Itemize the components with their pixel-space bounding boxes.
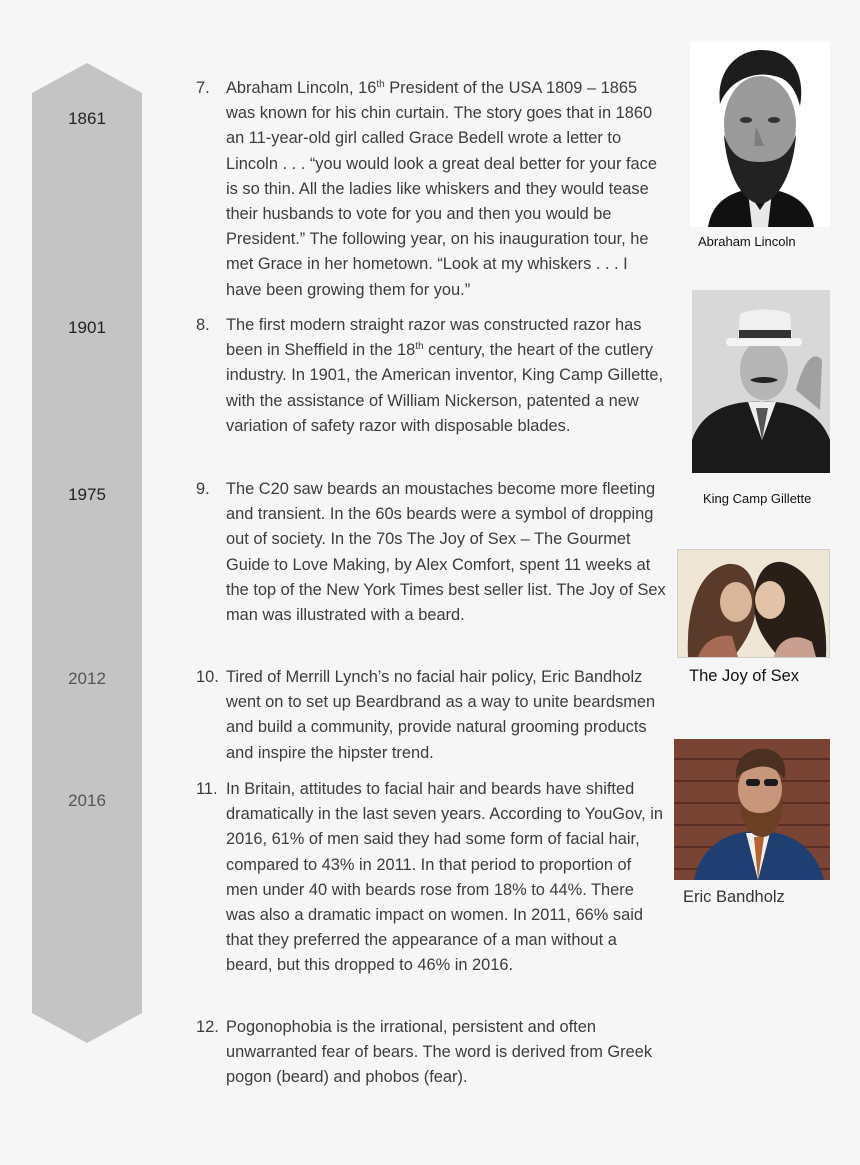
list-item-8 <box>196 313 666 439</box>
item-number: 9. <box>196 480 210 498</box>
photo-caption: Eric Bandholz <box>683 888 785 906</box>
item-text: Tired of Merrill Lynch’s no facial hair policy, Eric Bandholz went on to set up Beardbrand as a way to unite beardsmen and build a community, provide natural grooming products and inspire the hipster trend. <box>226 668 656 762</box>
king-camp-gillette-photo <box>692 290 830 473</box>
eric-bandholz-photo <box>674 739 830 880</box>
timeline-year-1901: 1901 <box>68 318 106 337</box>
list-item-10 <box>196 665 666 766</box>
item-text: Pogonophobia is the irrational, persistent and often unwarranted fear of bears. The word is derived from Greek pogon (beard) and phobos (fear). <box>226 1018 653 1087</box>
timeline-year-1975: 1975 <box>68 485 106 504</box>
list-item-7 <box>196 76 666 303</box>
item-text: In Britain, attitudes to facial hair and beards have shifted dramatically in the last seven years. According to YouGov, in 2016, 61% of men said they had some form of facial hair, compared to 43% in 2011. In that period to proportion of men under 40 with beards rose from 18% to 44%. There was also a dramatic impact on women. In 2011, 66% said that they preferred the appearance of a man without a beard, but this dropped to 46% in 2016. <box>226 780 664 975</box>
timeline-year-2012: 2012 <box>68 669 106 688</box>
list-item-12 <box>196 1015 666 1091</box>
timeline-year-2016: 2016 <box>68 791 106 810</box>
list-item-9 <box>196 477 666 628</box>
joy-of-sex-photo <box>677 549 830 658</box>
item-number: 11. <box>196 780 218 798</box>
list-item-11 <box>196 777 666 979</box>
abraham-lincoln-photo <box>690 42 830 227</box>
item-number: 12. <box>196 1018 219 1036</box>
item-text: The first modern straight razor was constructed razor has been in Sheffield in the 18th century, the heart of the cutlery industry. In 1901, the American inventor, King Camp Gillette, with the assistance of William Nickerson, patented a new variation of safety razor with disposable blades. <box>226 316 664 435</box>
photo-caption: King Camp Gillette <box>703 491 812 506</box>
timeline-arrow <box>32 63 142 1044</box>
timeline-year-1861: 1861 <box>68 109 106 128</box>
item-text: The C20 saw beards an moustaches become more fleeting and transient. In the 60s beards were a symbol of dropping out of society. In the 70s The Joy of Sex – The Gourmet Guide to Love Making, by Alex Comfort, spent 11 weeks at the top of the New York Times best seller list. The Joy of Sex man was illustrated with a beard. <box>226 480 666 625</box>
item-number: 10. <box>196 668 219 686</box>
photo-caption: The Joy of Sex <box>689 667 800 685</box>
item-text: Abraham Lincoln, 16th President of the USA 1809 – 1865 was known for his chin curtain. The story goes that in 1860 an 11-year-old girl called Grace Bedell wrote a letter to Lincoln . . . “you would look a great deal better for your face is so thin. All the ladies like whiskers and they would tease their husbands to vote for you and then you would be President.” The following year, on his inauguration tour, he met Grace in her hometown. “Look at my whiskers . . . I have been growing them for you.” <box>226 79 657 299</box>
item-number: 7. <box>196 79 210 97</box>
photo-caption: Abraham Lincoln <box>698 234 796 249</box>
item-number: 8. <box>196 316 210 334</box>
